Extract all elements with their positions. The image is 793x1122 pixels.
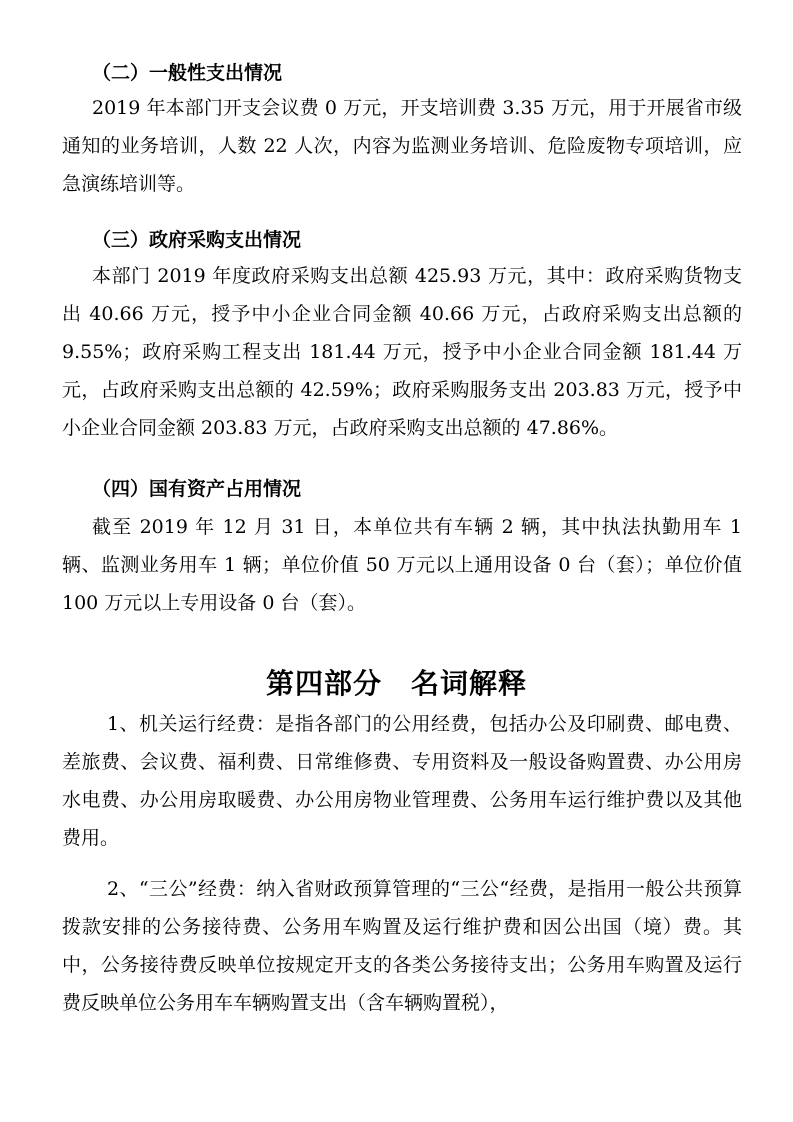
term-2-paragraph: 2、“三公”经费：纳入省财政预算管理的“三公“经费，是指用一般公共预算拨款安排的公务接待费、公务用车购置及运行维护费和因公出国（境）费。其中，公务接待费反映单位按规定开支的各类公务接待支出；公务用车购置及运行费反映单位公务用车车辆购置支出（含车辆购置税）， <box>62 878 742 1014</box>
section-2-paragraph: 2019 年本部门开支会议费 0 万元，开支培训费 3.35 万元，用于开展省市级通知的业务培训，人数 22 人次，内容为监测业务培训、危险废物专项培训，应急演练培训等。 <box>62 97 742 195</box>
section-4-paragraph: 截至 2019 年 12 月 31 日，本单位共有车辆 2 辆，其中执法执勤用车 1 辆、监测业务用车 1 辆；单位价值 50 万元以上通用设备 0 台（套）；单位价值 100 万元以上专用设备 0 台（套）。 <box>62 516 742 614</box>
section-2-heading: （二）一般性支出情况 <box>92 62 283 84</box>
term-1-paragraph: 1、机关运行经费：是指各部门的公用经费，包括办公及印刷费、邮电费、差旅费、会议费、福利费、日常维修费、专用资料及一般设备购置费、办公用房水电费、办公用房取暖费、办公用房物业管理费、公务用车运行维护费以及其他费用。 <box>62 713 742 849</box>
section-3-heading: （三）政府采购支出情况 <box>92 229 302 251</box>
section-3-paragraph: 本部门 2019 年度政府采购支出总额 425.93 万元，其中：政府采购货物支出 40.66 万元，授予中小企业合同金额 40.66 万元，占政府采购支出总额的 9.55%；政府采购工程支出 181.44 万元，授予中小企业合同金额 181.44 万元，占政府采购支出总额的 42.59%；政府采购服务支出 203.83 万元，授予中小企业合同金额 203.83 万元，占政府采购支出总额的 47.86%。 <box>62 265 742 439</box>
section-4-heading: （四）国有资产占用情况 <box>92 478 302 500</box>
part-4-title: 第四部分 名词解释 <box>265 667 527 700</box>
